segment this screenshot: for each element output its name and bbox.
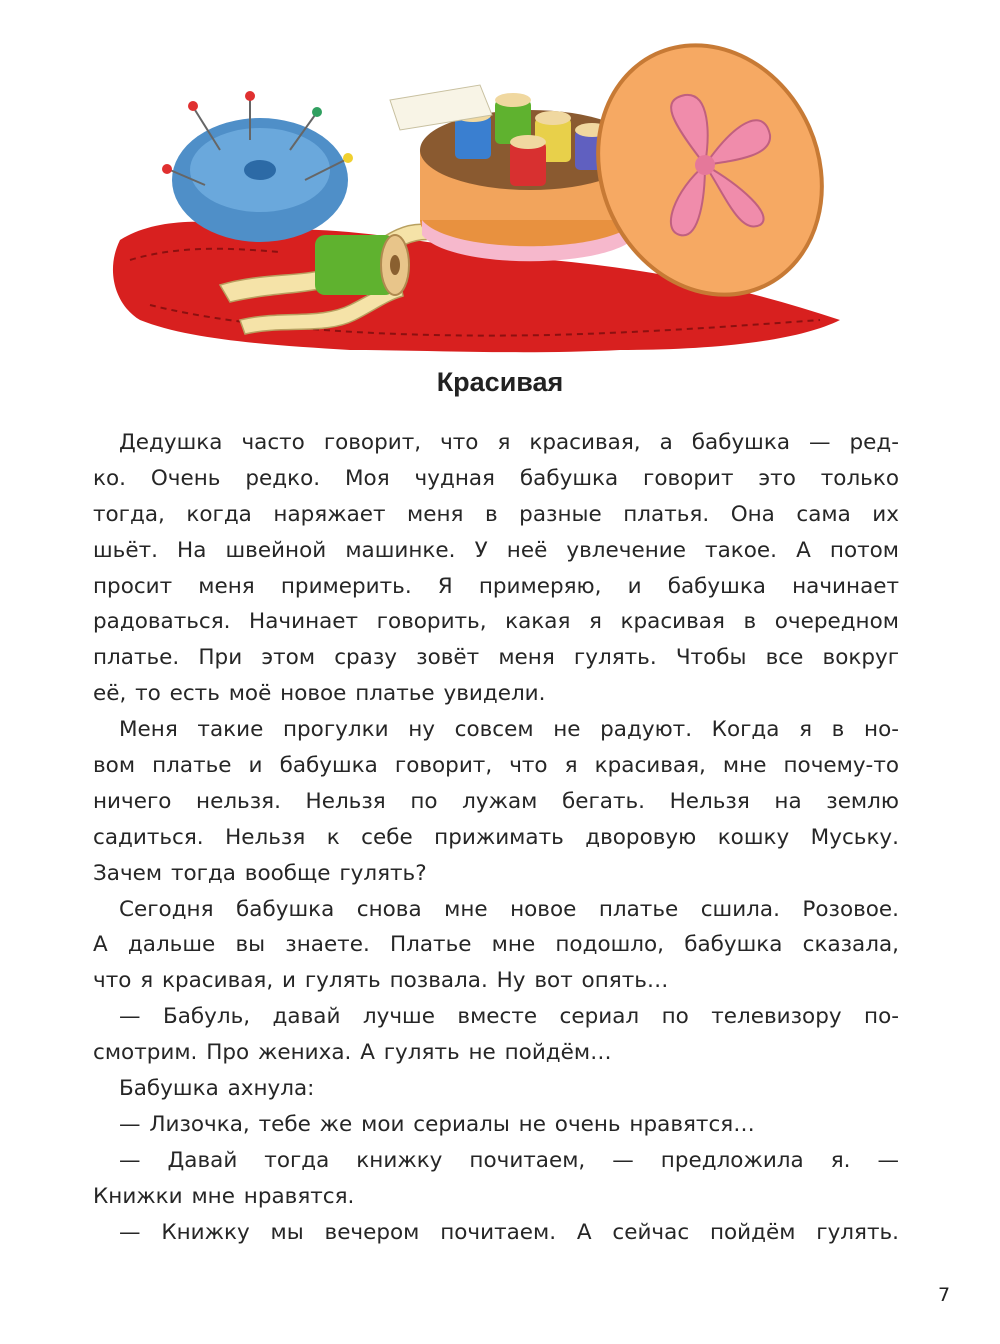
text-line: радоваться. Начинает говорить, какая я красивая в очередном bbox=[93, 609, 899, 635]
text-line: просит меня примерить. Я примеряю, и бабушка начинает bbox=[93, 573, 899, 599]
green-thread-spool bbox=[315, 235, 409, 295]
story-text bbox=[93, 425, 899, 1250]
text-line: — Лизочка, тебе же мои сериалы не очень нравятся… bbox=[119, 1111, 755, 1137]
sewing-kit-illustration bbox=[100, 20, 860, 370]
text-line: тогда, когда наряжает меня в разные платья. Она сама их bbox=[93, 501, 899, 527]
story-title: Красивая bbox=[436, 367, 564, 397]
text-line: — Книжку мы вечером почитаем. А сейчас пойдём гулять. bbox=[119, 1219, 899, 1245]
text-line: Книжки мне нравятся. bbox=[93, 1183, 355, 1209]
text-line: Зачем тогда вообще гулять? bbox=[93, 860, 427, 886]
text-line: ничего нельзя. Нельзя по лужам бегать. Нельзя на землю bbox=[93, 788, 899, 814]
text-line: платье. При этом сразу зовёт меня гулять. Чтобы все вокруг bbox=[93, 645, 899, 671]
text-line: садиться. Нельзя к себе прижимать дворовую кошку Муську. bbox=[93, 824, 899, 850]
text-line: шьёт. На швейной машинке. У неё увлечение такое. А потом bbox=[93, 537, 899, 563]
text-line: Дедушка часто говорит, что я красивая, а бабушка — ред- bbox=[119, 430, 899, 455]
text-line: — Бабуль, давай лучше вместе сериал по телевизору по- bbox=[119, 1004, 899, 1030]
page-number: 7 bbox=[938, 1284, 951, 1306]
text-line: Меня такие прогулки ну совсем не радуют. Когда я в но- bbox=[119, 717, 899, 743]
text-line: А дальше вы знаете. Платье мне подошло, бабушка сказала, bbox=[93, 932, 899, 958]
text-line: ко. Очень редко. Моя чудная бабушка говорит это только bbox=[93, 465, 899, 491]
text-line: Сегодня бабушка снова мне новое платье сшила. Розовое. bbox=[119, 896, 899, 922]
text-line: смотрим. Про жениха. А гулять не пойдём… bbox=[93, 1040, 612, 1066]
text-line: что я красивая, и гулять позвала. Ну вот опять… bbox=[93, 968, 669, 994]
text-line: Бабушка ахнула: bbox=[119, 1076, 315, 1102]
text-line: — Давай тогда книжку почитаем, — предложила я. — bbox=[119, 1147, 899, 1173]
text-line: её, то есть моё новое платье увидели. bbox=[93, 681, 546, 707]
text-line: вом платье и бабушка говорит, что я красивая, мне почему-то bbox=[93, 753, 899, 779]
